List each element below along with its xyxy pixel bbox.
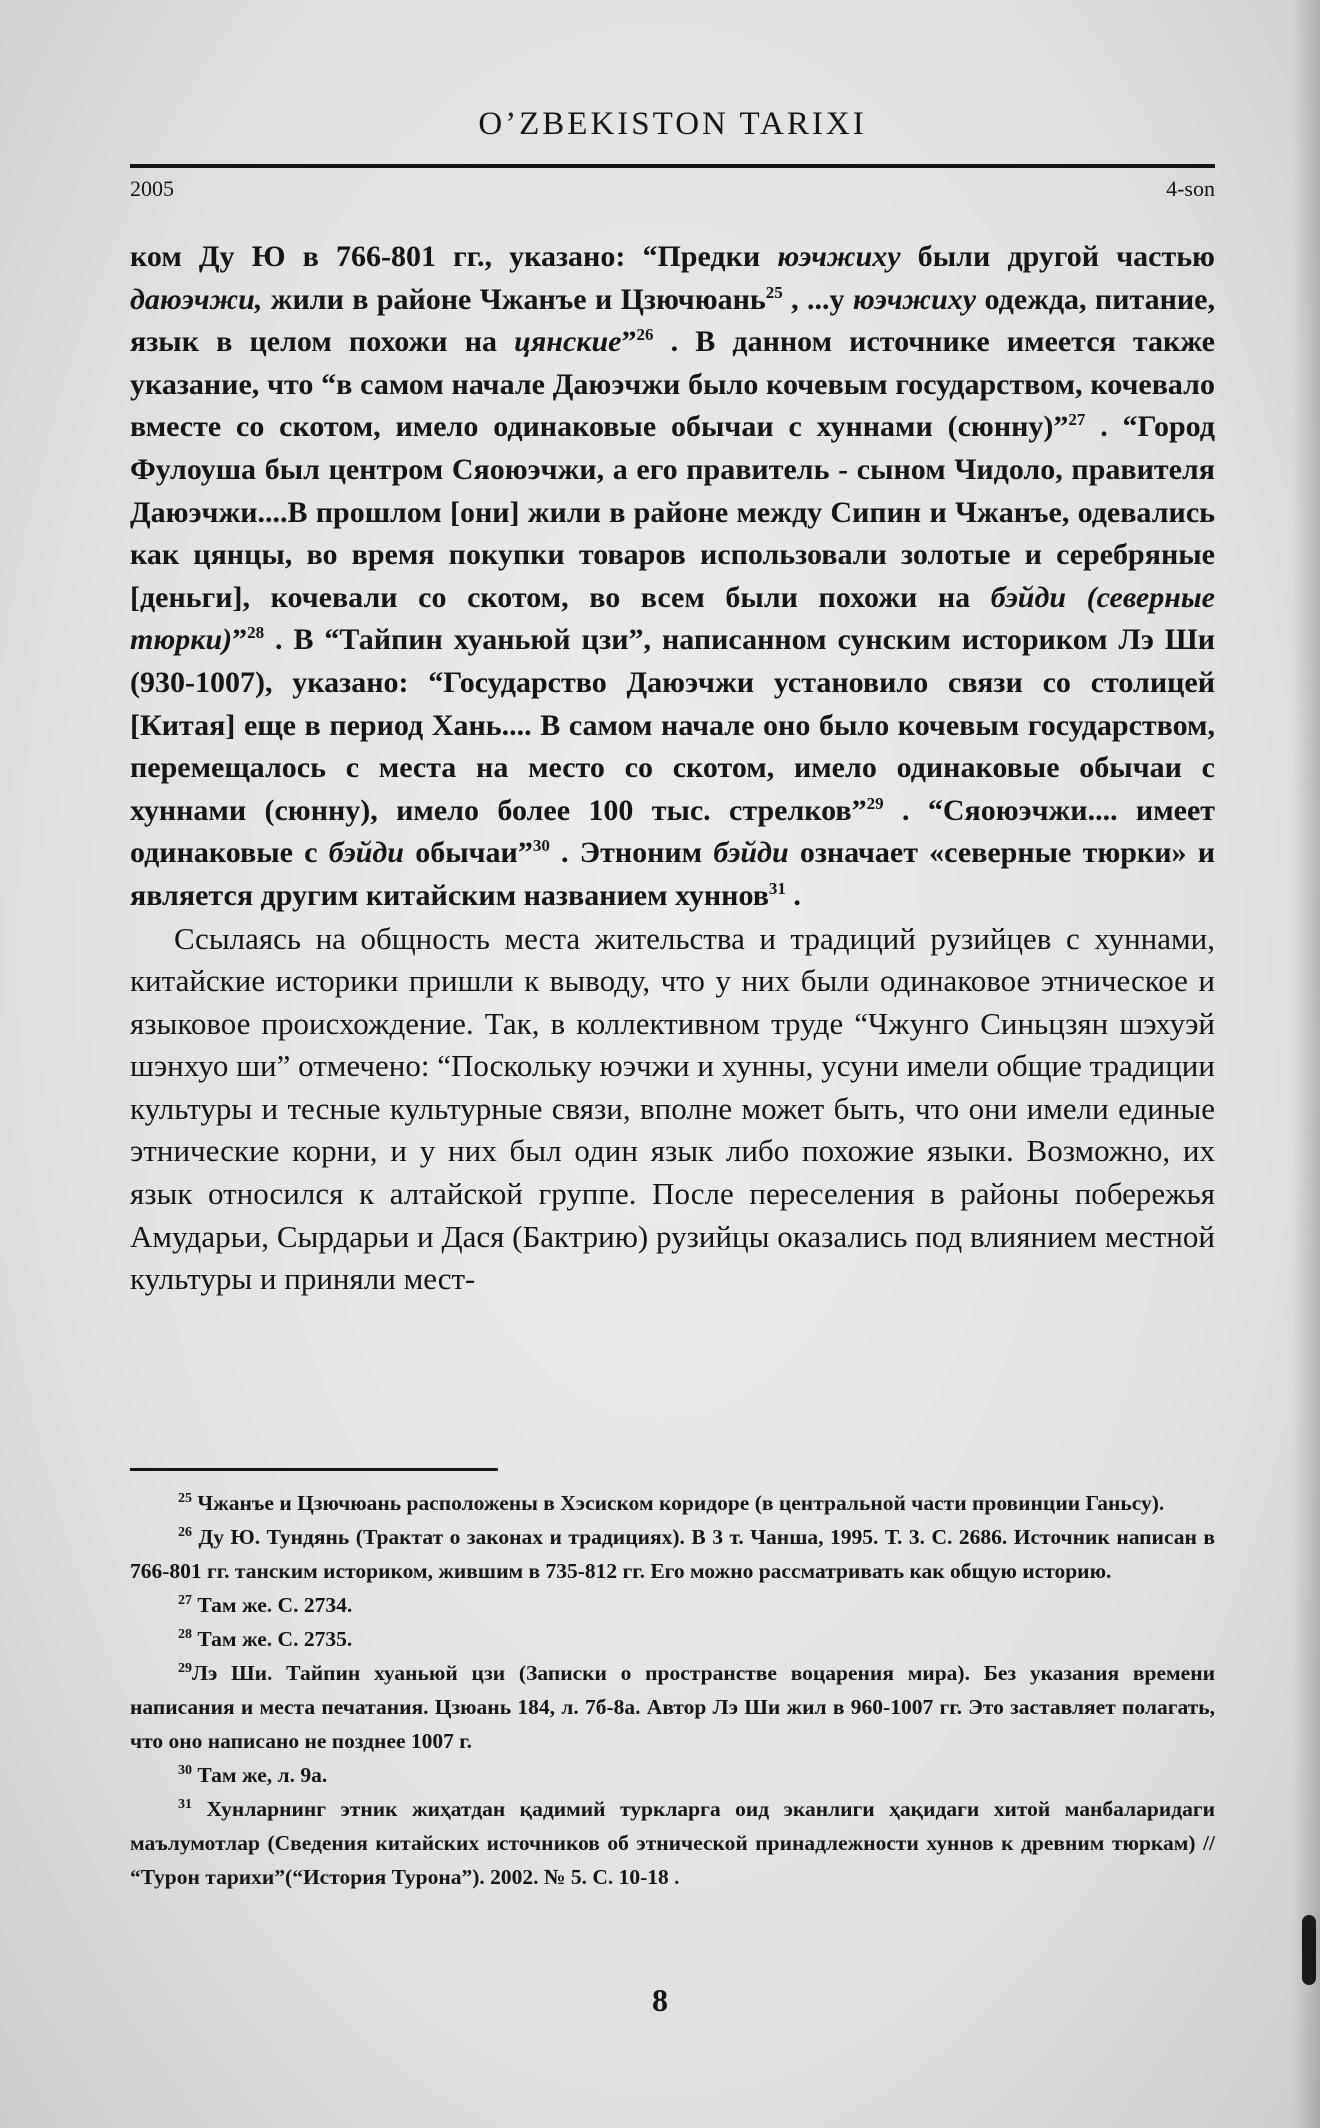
footnote-number: 25 bbox=[178, 1490, 192, 1506]
footnote-31 bbox=[130, 1792, 1215, 1894]
paragraph-2: Ссылаясь на общность места жительства и традиций рузийцев с хуннами, китайские историки пришли к выводу, что у них были одинаковое этническое и языковое происхождение. Так, в коллективном труде “Чжунго Синьцзян шэхуэй шэнхуо ши” отмечено: “Поскольку юэчжи и хунны, усуни имели общие традиции культуры и тесные культурные связи, вполне может быть, что они имели единые этнические корни, и у них был один язык либо похожие языки. Возможно, их язык относился к алтайской группе. После переселения в районы побережья Амударьи, Сырдарьи и Дася (Бактрию) рузийцы оказались под влиянием местной культуры и приняли мест- bbox=[130, 920, 1215, 1297]
header-issue: 4-son bbox=[1166, 176, 1215, 201]
footnote-ref-30[interactable]: 30 bbox=[532, 836, 550, 856]
footnote-26 bbox=[130, 1520, 1215, 1588]
footnote-number: 29 bbox=[178, 1660, 192, 1676]
footnote-number: 26 bbox=[178, 1524, 192, 1540]
footnote-text: Там же. С. 2735. bbox=[192, 1627, 353, 1651]
footnote-28 bbox=[130, 1622, 1215, 1656]
journal-title: O’ZBEKISTON TARIXI bbox=[478, 106, 867, 142]
page-number: 8 bbox=[652, 1982, 668, 2018]
footnote-ref-29[interactable]: 29 bbox=[866, 793, 884, 813]
footnote-text: Там же. С. 2734. bbox=[192, 1593, 353, 1617]
main-text bbox=[130, 236, 1215, 1301]
footnote-25 bbox=[130, 1486, 1215, 1520]
paragraph-1: ком Ду Ю в 766-801 гг., указано: “Предки юэчжиху были другой частью даюэчжи, жили в районе Чжанъе и Цзючюань$^{25}$ , ...у юэчжиху одежда, питание, язык в целом похожи на цянские”$^{26}$ . В данном источнике имеется также указание, что “в самом начале Даюэчжи было кочевым государством, кочевало вместе со скотом, имело одинаковые обычаи с хуннами (сюнну)”$^{27}$ . “Город Фулоуша был центром Сяоюэчжи, а его правитель - сыном Чидоло, правителя Даюэчжи....В прошлом [они] жили в районе между Сипин и Чжанъе, одевались как цянцы, во время покупки товаров использовали золотые и серебряные [деньги], кочевали со скотом, во всем были похожи на бэйди (северные тюрки)”$^{28}$ . В “Тайпин хуаньюй цзи”, написанном сунским историком Лэ Ши (930-1007), указано: “Государство Даюэчжи установило связи со столицей [Китая] еще в период Хань.... В самом начале оно было кочевым государством, перемещалось с места на место со скотом, имело одинаковые обычаи с хуннами (сюнну), имело более 100 тыс. стрелков”$^{29}$ . “Сяоюэчжи.... имеет одинаковые с бэйди обычаи”$^{30}$ . Этноним бэйди означает «северные тюрки» и является другим китайским названием хуннов$^{31}$ . bbox=[130, 240, 1216, 912]
footnote-number: 30 bbox=[178, 1762, 192, 1778]
footnote-30 bbox=[130, 1758, 1215, 1792]
footnotes bbox=[130, 1486, 1215, 1894]
footnote-27 bbox=[130, 1588, 1215, 1622]
binding-mark bbox=[1302, 1915, 1316, 1985]
footnote-ref-28[interactable]: 28 bbox=[247, 623, 265, 643]
header-year: 2005 bbox=[130, 176, 174, 201]
footnote-text: Ду Ю. Тундянь (Трактат о законах и традициях). В 3 т. Чанша, 1995. Т. 3. С. 2686. Источник написан в 766-801 гг. танским историком, жившим в 735-812 гг. Его можно рассматривать как общую историю. bbox=[130, 1525, 1215, 1583]
footnote-number: 27 bbox=[178, 1592, 192, 1608]
footnote-number: 28 bbox=[178, 1626, 192, 1642]
footnote-text: Лэ Ши. Тайпин хуаньюй цзи (Записки о пространстве воцарения мира). Без указания времени написания и места печатания. Цзюань 184, л. 7б-8а. Автор Лэ Ши жил в 960-1007 гг. Это заставляет полагать, что оно написано не позднее 1007 г. bbox=[130, 1661, 1215, 1753]
footnote-ref-26[interactable]: 26 bbox=[636, 325, 654, 345]
page-edge-shadow bbox=[1292, 0, 1320, 2128]
footnote-separator bbox=[130, 1468, 498, 1471]
footnote-29 bbox=[130, 1656, 1215, 1758]
header-rule bbox=[130, 164, 1215, 168]
footnote-text: Чжанъе и Цзючюань расположены в Хэсиском коридоре (в центральной части провинции Ганьсу). bbox=[192, 1491, 1165, 1515]
footnote-number: 31 bbox=[178, 1796, 192, 1812]
footnote-text: Хунларнинг этник жиҳатдан қадимий туркларга оид эканлиги ҳақидаги хитой манбаларидаги маълумотлар (Сведения китайских источников об этнической принадлежности хуннов к древним тюркам) // “Турон тарихи”(“История Турона”). 2002. № 5. С. 10-18 . bbox=[130, 1797, 1215, 1889]
footnote-ref-25[interactable]: 25 bbox=[765, 282, 783, 302]
footnote-ref-31[interactable]: 31 bbox=[768, 878, 786, 898]
footnote-ref-27[interactable]: 27 bbox=[1068, 410, 1086, 430]
footnote-text: Там же, л. 9а. bbox=[192, 1763, 328, 1787]
